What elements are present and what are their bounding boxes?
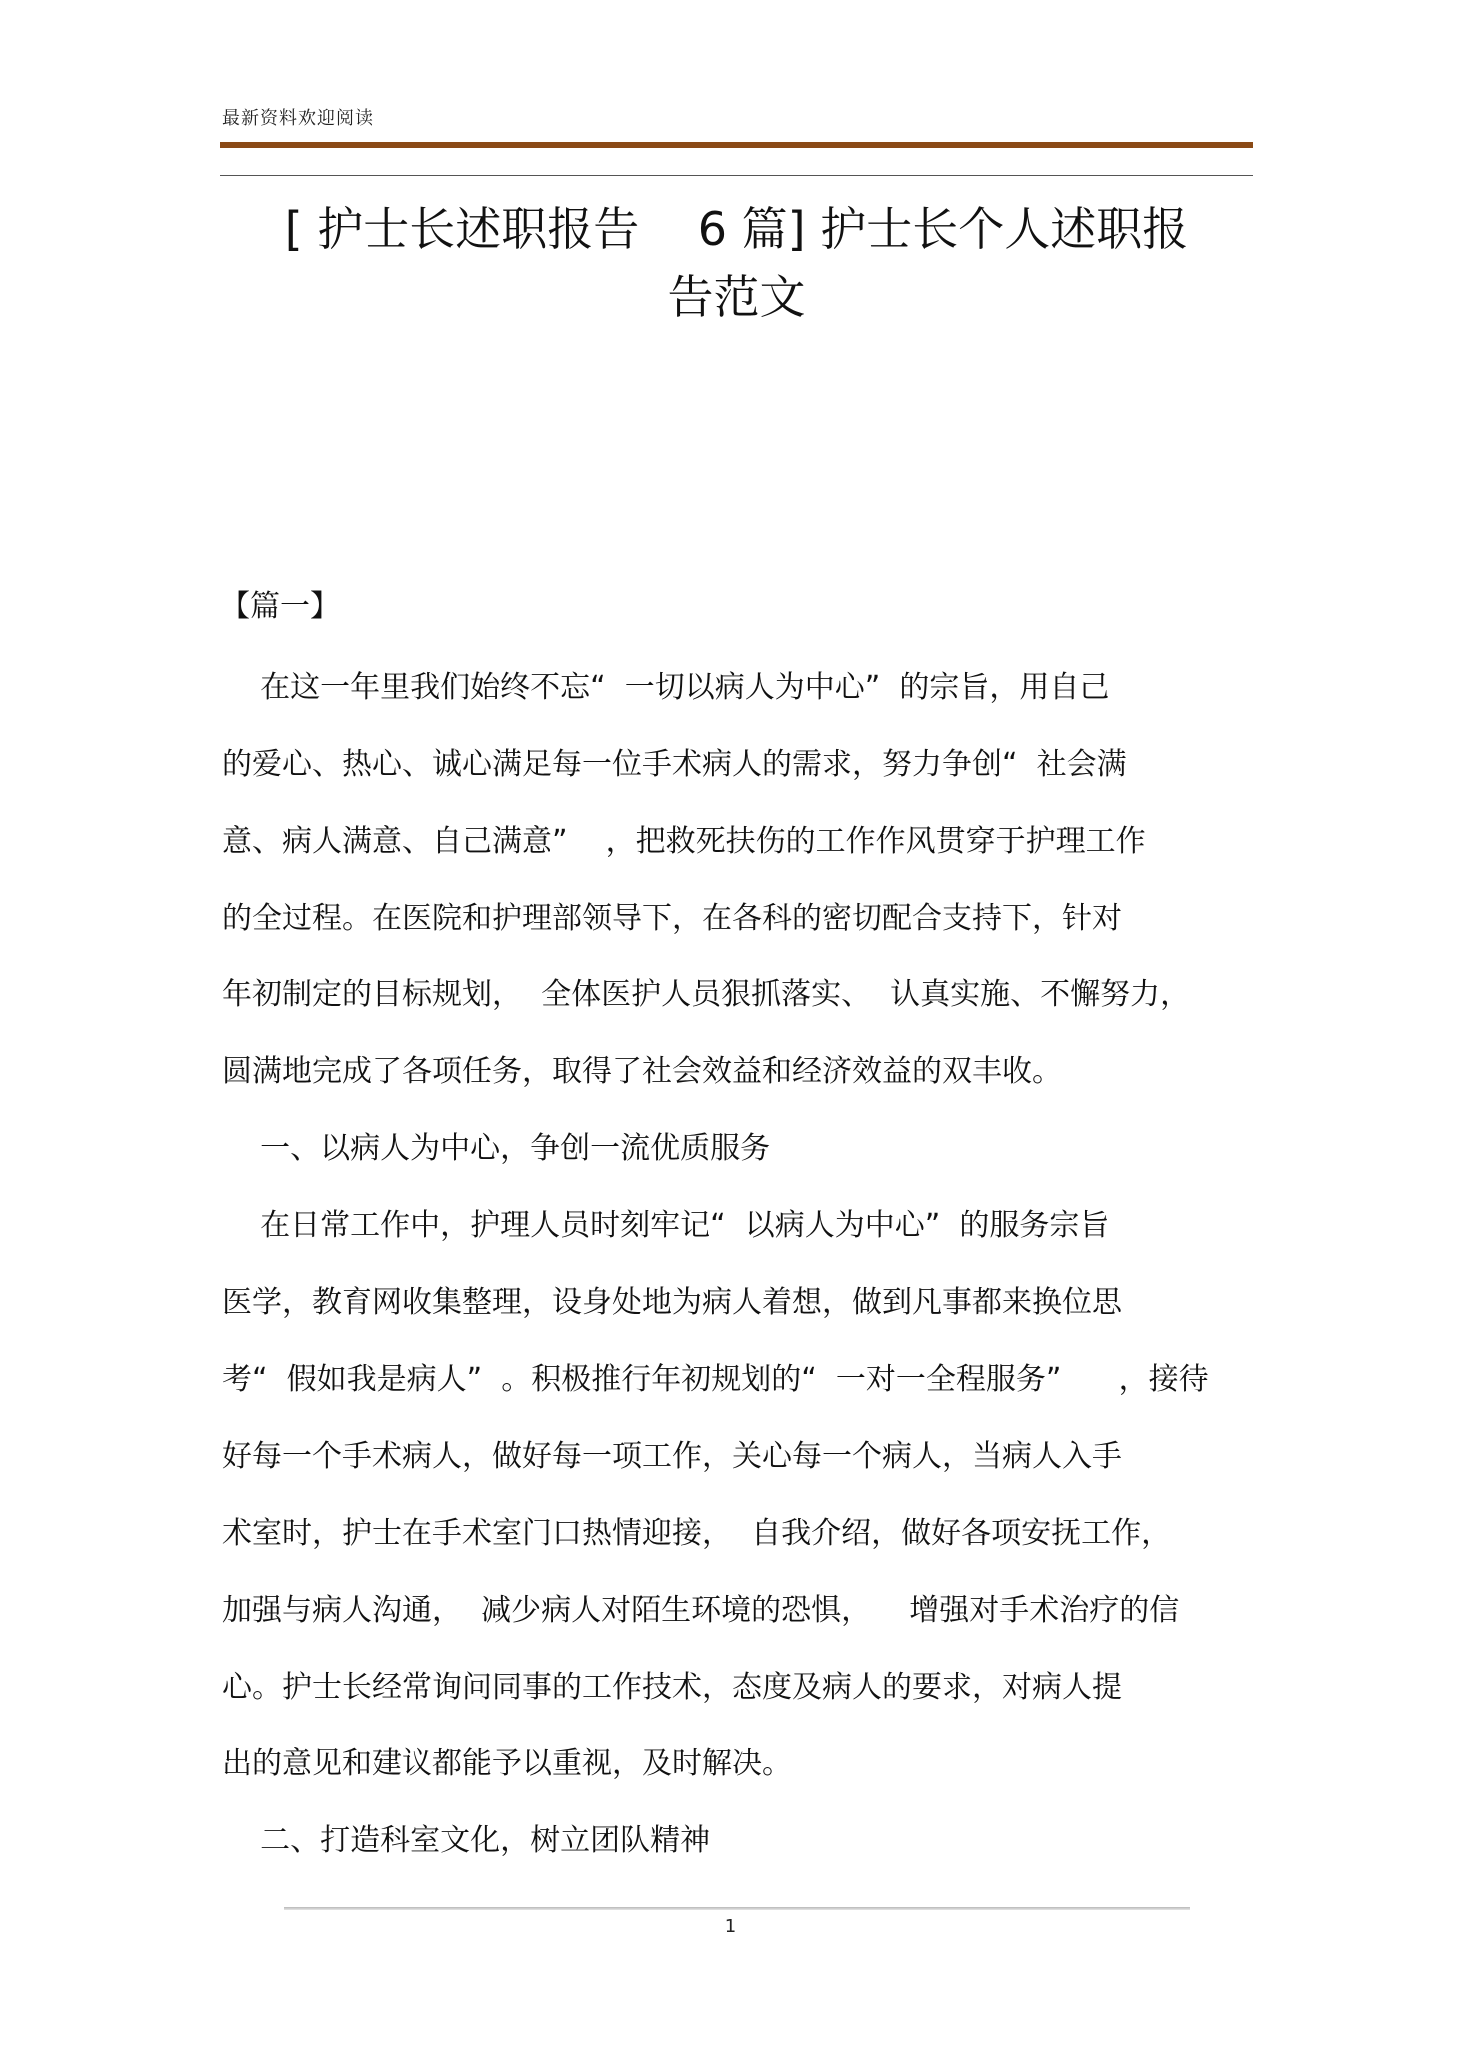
section-heading: 【篇一】 <box>220 589 340 624</box>
running-header: 最新资料欢迎阅读 <box>222 108 374 129</box>
body-line-14: 出的意见和建议都能予以重视，及时解决。 <box>222 1746 792 1781</box>
body-line-10: 好每一个手术病人，做好每一项工作，关心每一个病人，当病人入手 <box>222 1439 1122 1474</box>
body-line-2: 的爱心、热心、诚心满足每一位手术病人的需求，努力争创“ 社会满 <box>222 747 1127 782</box>
body-line-11: 术室时，护士在手术室门口热情迎接， 自我介绍，做好各项安抚工作， <box>222 1516 1172 1551</box>
body-line-5: 年初制定的目标规划， 全体医护人员狠抓落实、 认真实施、不懈努力， <box>222 977 1191 1012</box>
page-number: 1 <box>724 1916 737 1937</box>
body-line-8: 医学，教育网收集整理，设身处地为病人着想，做到凡事都来换位思 <box>222 1285 1122 1320</box>
body-line-3: 意、病人满意、自己满意” ，把救死扶伤的工作作风贯穿于护理工作 <box>222 824 1146 859</box>
body-line-12: 加强与病人沟通， 减少病人对陌生环境的恐惧， 增强对手术治疗的信 <box>222 1593 1180 1628</box>
body-line-7: 在日常工作中，护理人员时刻牢记“ 以病人为中心” 的服务宗旨 <box>222 1208 1110 1243</box>
subheading-2: 二、打造科室文化，树立团队精神 <box>222 1823 711 1858</box>
body-line-1: 在这一年里我们始终不忘“ 一切以病人为中心” 的宗旨，用自己 <box>222 670 1110 705</box>
body-line-6: 圆满地完成了各项任务，取得了社会效益和经济效益的双丰收。 <box>222 1054 1062 1089</box>
title-line-1: [ 护士长述职报告 6 篇] 护士长个人述职报 <box>284 202 1189 256</box>
title-line-2: 告范文 <box>667 270 806 324</box>
footer-rule <box>284 1907 1190 1910</box>
body-line-13: 心。护士长经常询问同事的工作技术，态度及病人的要求，对病人提 <box>222 1670 1122 1705</box>
header-rule-thin <box>220 175 1253 176</box>
header-rule-thick <box>220 142 1253 148</box>
body-line-9: 考“ 假如我是病人” 。积极推行年初规划的“ 一对一全程服务” ，接待 <box>222 1362 1209 1397</box>
subheading-1: 一、以病人为中心，争创一流优质服务 <box>222 1131 771 1166</box>
document-title <box>220 195 1253 331</box>
body-line-4: 的全过程。在医院和护理部领导下，在各科的密切配合支持下，针对 <box>222 901 1122 936</box>
